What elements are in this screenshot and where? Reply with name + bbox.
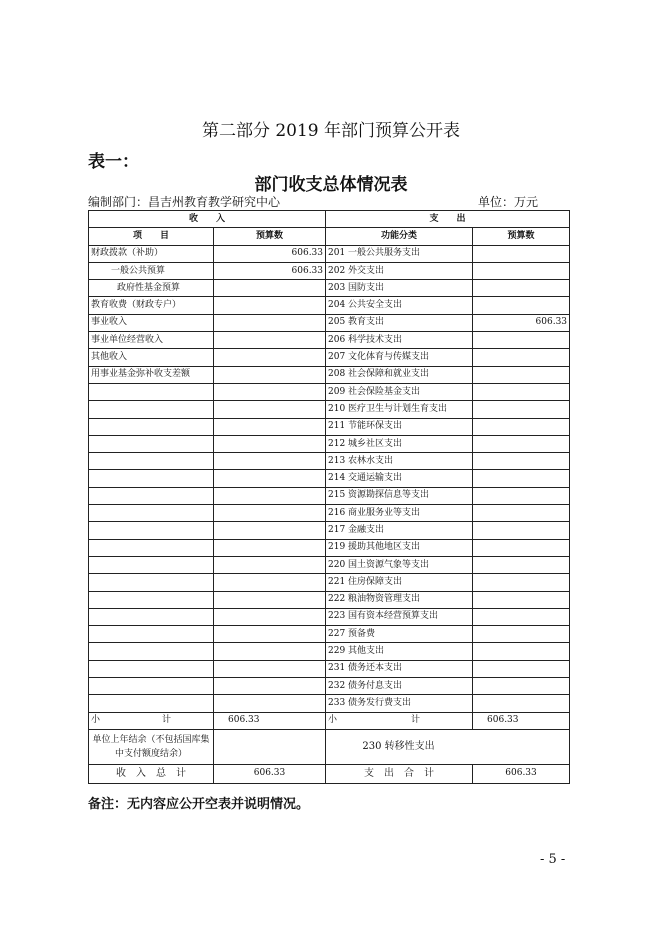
expense-item-cell: 207 文化体育与传媒支出 — [326, 349, 473, 366]
budget-column-header: 预算数 — [214, 228, 326, 245]
income-value-cell — [214, 401, 326, 418]
income-value-cell — [214, 418, 326, 435]
income-item-cell — [89, 695, 214, 712]
table-row — [89, 608, 570, 625]
expense-value-cell — [473, 522, 570, 539]
income-value-cell: 606.33 — [214, 245, 326, 262]
income-item-cell: 事业单位经营收入 — [89, 332, 214, 349]
expense-value-cell — [473, 608, 570, 625]
expense-total-label: 支 出 合 计 — [326, 764, 473, 783]
income-value-cell — [214, 505, 326, 522]
income-item-cell — [89, 660, 214, 677]
table-row — [89, 297, 570, 314]
income-item-cell: 其他收入 — [89, 349, 214, 366]
expense-item-cell: 210 医疗卫生与计划生育支出 — [326, 401, 473, 418]
expense-subtotal-label — [326, 712, 473, 729]
income-item-cell — [89, 487, 214, 504]
income-value-cell — [214, 470, 326, 487]
expense-item-cell: 209 社会保险基金支出 — [326, 383, 473, 400]
expense-item-cell: 208 社会保障和就业支出 — [326, 366, 473, 383]
income-item-cell — [89, 678, 214, 695]
income-subtotal-label — [89, 712, 214, 729]
budget2-column-header: 预算数 — [473, 228, 570, 245]
expense-value-cell — [473, 539, 570, 556]
income-value-cell — [214, 332, 326, 349]
expense-item-cell: 214 交通运输支出 — [326, 470, 473, 487]
income-value-cell — [214, 522, 326, 539]
income-item-cell: 教育收费（财政专户） — [89, 297, 214, 314]
income-value-cell — [214, 366, 326, 383]
income-item-cell — [89, 608, 214, 625]
income-value-cell — [214, 435, 326, 452]
expense-value-cell — [473, 349, 570, 366]
income-item-cell — [89, 453, 214, 470]
income-value-cell — [214, 349, 326, 366]
expense-item-cell: 227 预备费 — [326, 626, 473, 643]
income-item-cell — [89, 383, 214, 400]
expense-value-cell — [473, 453, 570, 470]
income-value-cell — [214, 608, 326, 625]
unit-label: 单位：万元 — [478, 195, 539, 209]
expense-value-cell — [473, 297, 570, 314]
income-item-cell: 用事业基金弥补收支差额 — [89, 366, 214, 383]
expense-value-cell — [473, 591, 570, 608]
table-row — [89, 660, 570, 677]
expense-value-cell — [473, 487, 570, 504]
income-value-cell — [214, 314, 326, 331]
income-value-cell — [214, 678, 326, 695]
table-row — [89, 591, 570, 608]
income-item-cell — [89, 470, 214, 487]
income-subtotal-right: 计 — [161, 715, 171, 726]
table-row — [89, 383, 570, 400]
table-row — [89, 487, 570, 504]
table-title: 部门收支总体情况表 — [254, 175, 408, 195]
income-value-cell — [214, 626, 326, 643]
expense-value-cell — [473, 678, 570, 695]
expense-item-cell: 220 国土资源气象等支出 — [326, 556, 473, 573]
table-row — [89, 314, 570, 331]
department-label: 编制部门：昌吉州教育教学研究中心 — [88, 195, 281, 209]
expense-value-cell — [473, 574, 570, 591]
income-item-cell — [89, 539, 214, 556]
table-row — [89, 418, 570, 435]
income-total-value: 606.33 — [214, 764, 326, 783]
income-item-cell — [89, 505, 214, 522]
expense-item-cell: 233 债务发行费支出 — [326, 695, 473, 712]
income-item-cell — [89, 591, 214, 608]
income-value-cell — [214, 383, 326, 400]
column-header-row — [89, 228, 570, 245]
table-row — [89, 574, 570, 591]
table-row — [89, 332, 570, 349]
income-value-cell — [214, 453, 326, 470]
income-total-label: 收 入 总 计 — [89, 764, 214, 783]
income-subtotal-value: 606.33 — [214, 712, 326, 729]
function-class-column-header: 功能分类 — [326, 228, 473, 245]
income-value-cell — [214, 487, 326, 504]
table-row — [89, 453, 570, 470]
income-item-cell: 政府性基金预算 — [89, 280, 214, 297]
table-row — [89, 505, 570, 522]
income-item-cell: 一般公共预算 — [89, 262, 214, 279]
expense-item-cell: 222 粮油物资管理支出 — [326, 591, 473, 608]
table-row — [89, 401, 570, 418]
income-value-cell — [214, 297, 326, 314]
expense-value-cell — [473, 643, 570, 660]
expense-value-cell — [473, 245, 570, 262]
expense-item-cell: 223 国有资本经营预算支出 — [326, 608, 473, 625]
expense-subtotal-left: 小 — [328, 715, 338, 726]
table-row — [89, 262, 570, 279]
table-row — [89, 280, 570, 297]
table-label: 表一： — [88, 152, 139, 172]
page-title: 第二部分 2019 年部门预算公开表 — [201, 121, 461, 141]
table-row — [89, 678, 570, 695]
expense-item-cell: 213 农林水支出 — [326, 453, 473, 470]
expense-item-cell: 204 公共安全支出 — [326, 297, 473, 314]
expense-value-cell — [473, 401, 570, 418]
expense-value-cell — [473, 695, 570, 712]
expense-value-cell — [473, 418, 570, 435]
income-item-cell — [89, 556, 214, 573]
carryover-income-value — [214, 729, 326, 764]
income-item-cell — [89, 418, 214, 435]
carryover-income-label: 单位上年结余（不包括国库集中支付额度结余） — [89, 729, 214, 764]
income-value-cell — [214, 643, 326, 660]
expense-item-cell: 202 外交支出 — [326, 262, 473, 279]
item-column-header: 项 目 — [89, 228, 214, 245]
income-value-cell — [214, 695, 326, 712]
income-value-cell — [214, 539, 326, 556]
expense-total-value: 606.33 — [473, 764, 570, 783]
expense-header: 支 出 — [326, 211, 570, 228]
expense-value-cell — [473, 660, 570, 677]
income-item-cell — [89, 522, 214, 539]
expense-item-cell: 229 其他支出 — [326, 643, 473, 660]
expense-item-cell: 215 资源勘探信息等支出 — [326, 487, 473, 504]
remark-note: 备注：无内容应公开空表并说明情况。 — [88, 797, 310, 812]
income-item-cell: 财政拨款（补助） — [89, 245, 214, 262]
expense-value-cell — [473, 332, 570, 349]
expense-item-cell: 212 城乡社区支出 — [326, 435, 473, 452]
expense-item-cell: 206 科学技术支出 — [326, 332, 473, 349]
section-header-row — [89, 211, 570, 228]
expense-value-cell — [473, 383, 570, 400]
income-value-cell — [214, 574, 326, 591]
total-row — [89, 764, 570, 783]
income-item-cell — [89, 643, 214, 660]
expense-value-cell — [473, 505, 570, 522]
table-row — [89, 245, 570, 262]
expense-value-cell — [473, 262, 570, 279]
expense-item-cell: 231 债务还本支出 — [326, 660, 473, 677]
expense-value-cell — [473, 435, 570, 452]
budget-table — [88, 210, 570, 784]
income-header: 收 入 — [89, 211, 326, 228]
table-row — [89, 556, 570, 573]
expense-item-cell: 216 商业服务业等支出 — [326, 505, 473, 522]
expense-value-cell — [473, 366, 570, 383]
expense-item-cell: 232 债务付息支出 — [326, 678, 473, 695]
table-row — [89, 470, 570, 487]
table-row — [89, 539, 570, 556]
expense-value-cell — [473, 626, 570, 643]
table-row — [89, 366, 570, 383]
income-value-cell — [214, 591, 326, 608]
carryover-expense-label: 230 转移性支出 — [326, 729, 570, 764]
expense-value-cell — [473, 556, 570, 573]
expense-item-cell: 211 节能环保支出 — [326, 418, 473, 435]
table-meta — [88, 193, 568, 209]
expense-subtotal-right: 计 — [411, 715, 421, 726]
table-row — [89, 626, 570, 643]
expense-item-cell: 219 援助其他地区支出 — [326, 539, 473, 556]
table-row — [89, 643, 570, 660]
table-row — [89, 522, 570, 539]
income-item-cell — [89, 574, 214, 591]
income-value-cell: 606.33 — [214, 262, 326, 279]
income-value-cell — [214, 660, 326, 677]
expense-value-cell — [473, 280, 570, 297]
income-item-cell — [89, 626, 214, 643]
expense-item-cell: 201 一般公共服务支出 — [326, 245, 473, 262]
expense-item-cell: 217 金融支出 — [326, 522, 473, 539]
subtotal-row — [89, 712, 570, 729]
table-row — [89, 435, 570, 452]
expense-item-cell: 205 教育支出 — [326, 314, 473, 331]
expense-value-cell — [473, 470, 570, 487]
page-number: - 5 - — [540, 852, 566, 867]
income-item-cell: 事业收入 — [89, 314, 214, 331]
expense-item-cell: 221 住房保障支出 — [326, 574, 473, 591]
income-value-cell — [214, 280, 326, 297]
table-row — [89, 349, 570, 366]
expense-value-cell: 606.33 — [473, 314, 570, 331]
income-item-cell — [89, 435, 214, 452]
expense-subtotal-value: 606.33 — [473, 712, 570, 729]
income-item-cell — [89, 401, 214, 418]
expense-item-cell: 203 国防支出 — [326, 280, 473, 297]
income-value-cell — [214, 556, 326, 573]
carryover-row — [89, 729, 570, 764]
income-subtotal-left: 小 — [91, 715, 101, 726]
table-row — [89, 695, 570, 712]
